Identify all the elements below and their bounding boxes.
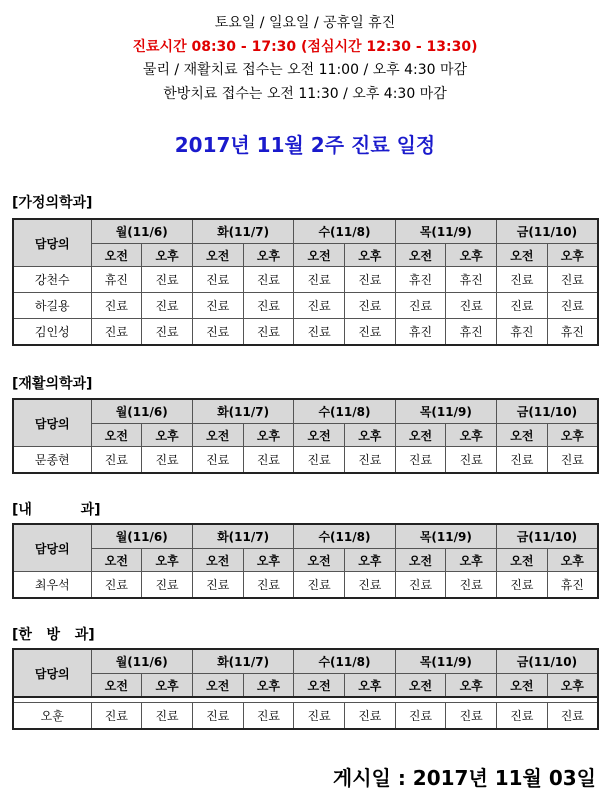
am-header: 오전 — [395, 424, 446, 447]
am-header: 오전 — [91, 424, 142, 447]
pm-header: 오후 — [344, 424, 395, 447]
am-header: 오전 — [294, 244, 345, 267]
header-session-row — [13, 549, 598, 572]
schedule-cell: 진료 — [294, 572, 345, 599]
schedule-cell: 휴진 — [547, 572, 598, 599]
am-header: 오전 — [192, 424, 243, 447]
schedule-cell: 휴진 — [395, 319, 446, 346]
am-header: 오전 — [395, 549, 446, 572]
doctor-row — [13, 293, 598, 319]
doctor-column-header: 담당의 — [13, 524, 91, 572]
day-header: 화(11/7) — [192, 649, 293, 674]
am-header: 오전 — [192, 244, 243, 267]
schedule-table — [12, 648, 599, 730]
schedule-cell: 진료 — [192, 703, 243, 730]
am-header: 오전 — [91, 674, 142, 698]
schedule-cell: 진료 — [91, 703, 142, 730]
am-header: 오전 — [497, 424, 548, 447]
schedule-cell: 진료 — [446, 703, 497, 730]
day-header: 월(11/6) — [91, 649, 192, 674]
day-header: 수(11/8) — [294, 649, 395, 674]
doctor-column-header: 담당의 — [13, 649, 91, 697]
schedule-cell: 휴진 — [547, 319, 598, 346]
day-header: 수(11/8) — [294, 524, 395, 549]
schedule-cell: 진료 — [344, 319, 395, 346]
schedule-cell: 진료 — [497, 703, 548, 730]
day-header: 화(11/7) — [192, 219, 293, 244]
day-header: 금(11/10) — [497, 399, 598, 424]
schedule-cell: 진료 — [446, 447, 497, 474]
doctor-name: 최우석 — [13, 572, 91, 599]
schedule-cell: 진료 — [192, 572, 243, 599]
pm-header: 오후 — [344, 549, 395, 572]
day-header: 화(11/7) — [192, 524, 293, 549]
pm-header: 오후 — [142, 549, 193, 572]
day-header: 목(11/9) — [395, 524, 496, 549]
schedule-cell: 진료 — [344, 447, 395, 474]
pm-header: 오후 — [547, 674, 598, 698]
day-header: 화(11/7) — [192, 399, 293, 424]
day-header: 목(11/9) — [395, 399, 496, 424]
schedule-cell: 진료 — [243, 572, 294, 599]
schedule-cell: 진료 — [395, 293, 446, 319]
schedule-cell: 진료 — [395, 447, 446, 474]
schedule-table — [12, 523, 599, 599]
schedule-cell: 진료 — [243, 447, 294, 474]
schedule-cell: 진료 — [142, 293, 193, 319]
schedule-cell: 진료 — [547, 267, 598, 293]
schedule-cell: 진료 — [243, 293, 294, 319]
schedule-cell: 진료 — [446, 572, 497, 599]
day-header: 금(11/10) — [497, 219, 598, 244]
schedule-cell: 진료 — [547, 447, 598, 474]
pm-header: 오후 — [446, 244, 497, 267]
am-header: 오전 — [395, 674, 446, 698]
schedule-cell: 진료 — [91, 572, 142, 599]
doctor-column-header: 담당의 — [13, 399, 91, 447]
schedule-cell: 진료 — [294, 703, 345, 730]
schedule-table — [12, 398, 599, 474]
schedule-cell: 진료 — [192, 447, 243, 474]
pm-header: 오후 — [547, 424, 598, 447]
doctor-name: 문종현 — [13, 447, 91, 474]
notice-oriental-reception: 한방치료 접수는 오전 11:30 / 오후 4:30 마감 — [163, 85, 447, 102]
doctor-row — [13, 572, 598, 599]
am-header: 오전 — [497, 244, 548, 267]
pm-header: 오후 — [446, 424, 497, 447]
pm-header: 오후 — [547, 244, 598, 267]
schedule-cell: 진료 — [243, 267, 294, 293]
am-header: 오전 — [497, 549, 548, 572]
schedule-cell: 휴진 — [446, 319, 497, 346]
notice-hours: 진료시간 08:30 - 17:30 (점심시간 12:30 - 13:30) — [132, 38, 478, 55]
am-header: 오전 — [192, 674, 243, 698]
header-day-row — [13, 399, 598, 424]
day-header: 월(11/6) — [91, 219, 192, 244]
schedule-cell: 진료 — [497, 267, 548, 293]
header-day-row — [13, 219, 598, 244]
schedule-cell: 진료 — [294, 293, 345, 319]
pm-header: 오후 — [344, 674, 395, 698]
pm-header: 오후 — [243, 424, 294, 447]
schedule-cell: 진료 — [547, 703, 598, 730]
doctor-name: 오훈 — [13, 703, 91, 730]
day-header: 수(11/8) — [294, 219, 395, 244]
schedule-cell: 진료 — [294, 267, 345, 293]
pm-header: 오후 — [446, 674, 497, 698]
schedule-cell: 휴진 — [497, 319, 548, 346]
department-label: [내 과] — [12, 502, 101, 518]
schedule-cell: 진료 — [497, 293, 548, 319]
notice-rehab-reception: 물리 / 재활치료 접수는 오전 11:00 / 오후 4:30 마감 — [142, 62, 468, 78]
schedule-table — [12, 218, 599, 346]
day-header: 수(11/8) — [294, 399, 395, 424]
pm-header: 오후 — [243, 674, 294, 698]
notice-closed-days: 토요일 / 일요일 / 공휴일 휴진 — [214, 15, 396, 31]
am-header: 오전 — [395, 244, 446, 267]
schedule-cell: 진료 — [497, 572, 548, 599]
schedule-cell: 휴진 — [446, 267, 497, 293]
schedule-cell: 진료 — [142, 267, 193, 293]
schedule-cell: 진료 — [91, 319, 142, 346]
pm-header: 오후 — [243, 549, 294, 572]
schedule-cell: 진료 — [395, 703, 446, 730]
header-session-row — [13, 424, 598, 447]
pm-header: 오후 — [142, 674, 193, 698]
schedule-cell: 진료 — [294, 319, 345, 346]
schedule-cell: 진료 — [344, 703, 395, 730]
header-session-row — [13, 674, 598, 698]
schedule-cell: 진료 — [497, 447, 548, 474]
schedule-cell: 진료 — [243, 703, 294, 730]
schedule-title: 2017년 11월 2주 진료 일정 — [174, 133, 436, 157]
schedule-cell: 진료 — [142, 319, 193, 346]
pm-header: 오후 — [446, 549, 497, 572]
am-header: 오전 — [497, 674, 548, 698]
department-label: [가정의학과] — [12, 195, 93, 211]
header-day-row — [13, 524, 598, 549]
notice-block — [0, 0, 610, 106]
pm-header: 오후 — [547, 549, 598, 572]
pm-header: 오후 — [344, 244, 395, 267]
doctor-column-header: 담당의 — [13, 219, 91, 267]
pm-header: 오후 — [142, 424, 193, 447]
doctor-row — [13, 447, 598, 474]
posted-date: 게시일 : 2017년 11월 03일 — [332, 766, 596, 790]
schedule-cell: 진료 — [344, 293, 395, 319]
day-header: 목(11/9) — [395, 219, 496, 244]
schedule-cell: 휴진 — [395, 267, 446, 293]
schedule-cell: 진료 — [142, 572, 193, 599]
schedule-cell: 진료 — [243, 319, 294, 346]
day-header: 금(11/10) — [497, 524, 598, 549]
day-header: 금(11/10) — [497, 649, 598, 674]
schedule-cell: 진료 — [192, 293, 243, 319]
schedule-cell: 진료 — [192, 267, 243, 293]
doctor-name: 강천수 — [13, 267, 91, 293]
schedule-cell: 진료 — [446, 293, 497, 319]
pm-header: 오후 — [142, 244, 193, 267]
schedule-cell: 진료 — [142, 447, 193, 474]
doctor-name: 김인성 — [13, 319, 91, 346]
am-header: 오전 — [294, 674, 345, 698]
doctor-row — [13, 267, 598, 293]
am-header: 오전 — [294, 424, 345, 447]
header-session-row — [13, 244, 598, 267]
am-header: 오전 — [294, 549, 345, 572]
schedule-cell: 휴진 — [91, 267, 142, 293]
day-header: 목(11/9) — [395, 649, 496, 674]
schedule-cell: 진료 — [344, 572, 395, 599]
day-header: 월(11/6) — [91, 399, 192, 424]
schedule-cell: 진료 — [294, 447, 345, 474]
schedule-cell: 진료 — [91, 293, 142, 319]
schedule-cell: 진료 — [91, 447, 142, 474]
department-label: [한 방 과] — [12, 627, 95, 643]
schedule-cell: 진료 — [192, 319, 243, 346]
schedule-cell: 진료 — [142, 703, 193, 730]
doctor-name: 하길용 — [13, 293, 91, 319]
am-header: 오전 — [91, 244, 142, 267]
am-header: 오전 — [192, 549, 243, 572]
header-day-row — [13, 649, 598, 674]
department-label: [재활의학과] — [12, 376, 93, 392]
day-header: 월(11/6) — [91, 524, 192, 549]
schedule-cell: 진료 — [395, 572, 446, 599]
am-header: 오전 — [91, 549, 142, 572]
schedule-cell: 진료 — [344, 267, 395, 293]
pm-header: 오후 — [243, 244, 294, 267]
schedule-cell: 진료 — [547, 293, 598, 319]
doctor-row — [13, 703, 598, 730]
doctor-row — [13, 319, 598, 346]
